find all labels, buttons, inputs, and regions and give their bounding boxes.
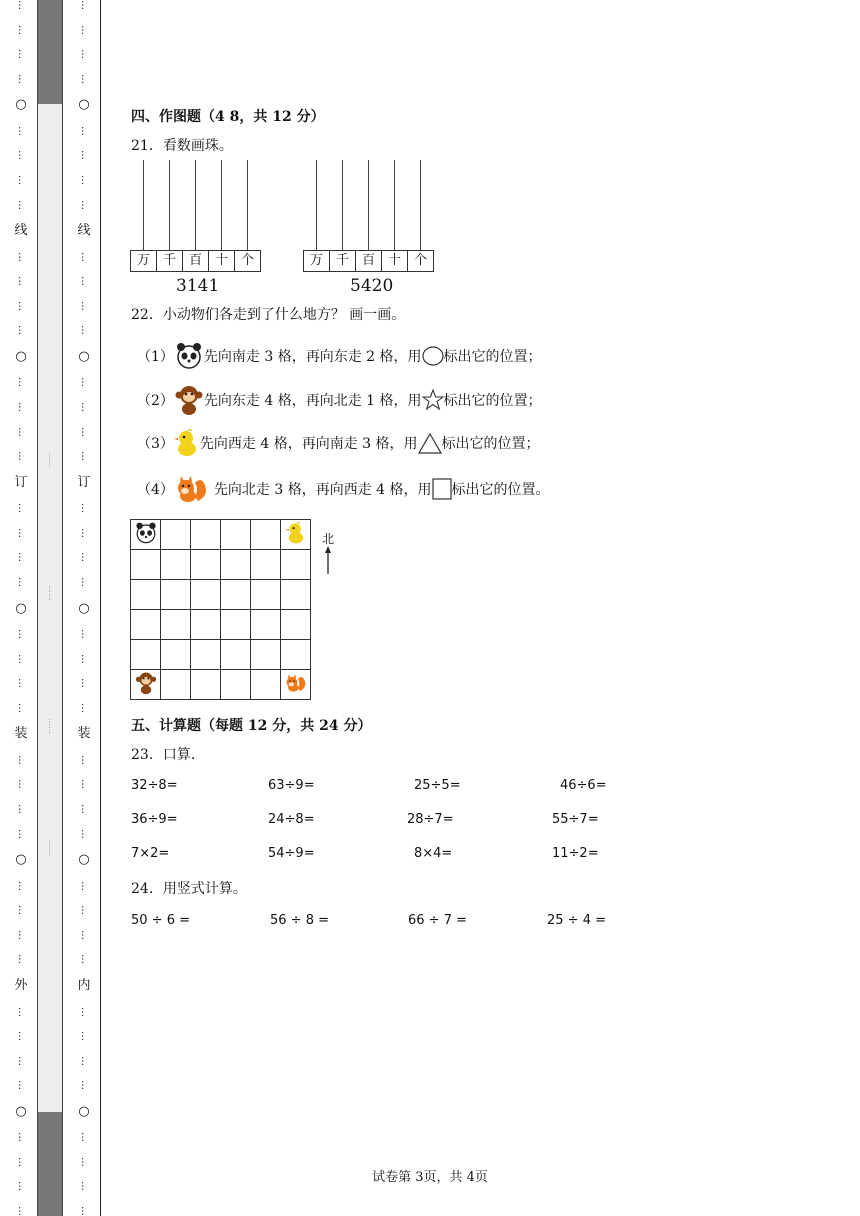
margin-dots: … bbox=[79, 629, 90, 640]
chick-icon bbox=[284, 521, 308, 545]
margin-dots: … bbox=[79, 552, 90, 563]
margin-dots: … bbox=[79, 402, 90, 412]
grid-cell bbox=[221, 550, 251, 580]
grid-cell bbox=[191, 610, 221, 640]
grid-cell bbox=[281, 670, 311, 700]
vertical-calc: 66 ÷ 7 = bbox=[408, 913, 467, 928]
grid-cell bbox=[131, 520, 161, 550]
margin-circle: ○ bbox=[78, 1103, 90, 1119]
place-label: 千 bbox=[330, 251, 356, 271]
margin-dots: … bbox=[16, 1006, 27, 1017]
margin-dots: … bbox=[16, 276, 27, 287]
grid-cell bbox=[191, 640, 221, 670]
margin-dots: … bbox=[79, 451, 90, 462]
margin-dots: … bbox=[16, 1181, 27, 1192]
grid-row bbox=[131, 580, 311, 610]
q22-item-3 bbox=[137, 428, 540, 458]
margin-dots: … bbox=[79, 174, 90, 185]
grid-cell bbox=[221, 610, 251, 640]
abacus-rod bbox=[195, 160, 196, 251]
margin-dots: … bbox=[79, 702, 90, 713]
place-label: 个 bbox=[413, 253, 427, 268]
margin-dots: … bbox=[79, 276, 90, 287]
inner-dotted-column bbox=[77, 0, 91, 1216]
abacus-rod bbox=[342, 160, 343, 251]
q22-item-1 bbox=[137, 341, 542, 371]
grid-row bbox=[131, 550, 311, 580]
margin-dots: … bbox=[16, 880, 27, 891]
abacus-rod bbox=[169, 160, 170, 251]
margin-dots: … bbox=[16, 1080, 27, 1091]
vertical-calc: 56 ÷ 8 = bbox=[270, 913, 329, 928]
grid-cell bbox=[281, 640, 311, 670]
grid-cell bbox=[191, 550, 221, 580]
margin-circle: ○ bbox=[15, 852, 27, 868]
q22-prompt: 22．小动物们各走到了什么地方？ 画一画。 bbox=[131, 307, 406, 323]
oral-calc: 32÷8= bbox=[131, 778, 178, 793]
place-label: 十 bbox=[209, 251, 235, 271]
margin-dots: … bbox=[16, 125, 27, 136]
oral-calc: 63÷9= bbox=[268, 778, 315, 793]
grid-cell bbox=[251, 610, 281, 640]
margin-dots: … bbox=[16, 779, 27, 790]
grid-cell bbox=[281, 550, 311, 580]
margin-dots: … bbox=[16, 1132, 27, 1143]
grid-cell bbox=[251, 520, 281, 550]
oral-calc: 8×4= bbox=[414, 846, 453, 861]
margin-dots: … bbox=[79, 804, 90, 814]
margin-dots: … bbox=[79, 426, 90, 437]
margin-dots: … bbox=[16, 954, 27, 965]
panda-icon bbox=[174, 341, 204, 371]
margin-dots: … bbox=[79, 653, 90, 664]
page-footer: 试卷第 3页，共 4页 bbox=[372, 1170, 488, 1185]
margin-dots: … bbox=[79, 377, 90, 388]
margin-dots: … bbox=[79, 905, 90, 916]
margin-dots: … bbox=[16, 527, 27, 538]
margin-dots: … bbox=[16, 24, 27, 35]
margin-dots: … bbox=[16, 503, 27, 514]
margin-label: 外 bbox=[14, 977, 28, 993]
margin-dots: … bbox=[79, 828, 90, 839]
margin-dots: … bbox=[16, 804, 27, 814]
margin-dots: … bbox=[16, 678, 27, 689]
grid-cell bbox=[131, 610, 161, 640]
grid-cell bbox=[131, 670, 161, 700]
oral-calc: 28÷7= bbox=[407, 812, 454, 827]
grid-row bbox=[131, 640, 311, 670]
grid-cell bbox=[161, 610, 191, 640]
grid-cell bbox=[131, 550, 161, 580]
strip-hint: …… bbox=[47, 840, 56, 856]
place-label: 十 bbox=[382, 251, 408, 271]
margin-dots: … bbox=[79, 251, 90, 262]
abacus-rod bbox=[247, 160, 248, 251]
monkey-icon bbox=[174, 384, 204, 416]
abacus-rod bbox=[420, 160, 421, 251]
margin-dots: … bbox=[16, 325, 27, 336]
margin-circle: ○ bbox=[78, 348, 90, 364]
oral-calc: 36÷9= bbox=[131, 812, 178, 827]
margin-dots: … bbox=[16, 653, 27, 664]
abacus-number: 5420 bbox=[350, 276, 394, 296]
margin-dots: … bbox=[16, 73, 27, 84]
strip-dark-bottom bbox=[38, 1112, 62, 1216]
grid-cell bbox=[251, 640, 281, 670]
oral-calc: 11÷2= bbox=[552, 846, 599, 861]
north-arrow-icon bbox=[323, 546, 333, 574]
margin-dots: … bbox=[16, 402, 27, 412]
item-text: 先向北走 3 格，再向西走 4 格，用 bbox=[213, 482, 432, 498]
oral-calc: 25÷5= bbox=[414, 778, 461, 793]
grid-cell bbox=[251, 670, 281, 700]
oral-calc: 54÷9= bbox=[268, 846, 315, 861]
chick-icon bbox=[174, 428, 200, 458]
abacus-number: 3141 bbox=[176, 276, 220, 296]
abacus-rod bbox=[221, 160, 222, 251]
grid-cell bbox=[161, 640, 191, 670]
grid-cell bbox=[281, 520, 311, 550]
margin-circle: ○ bbox=[15, 97, 27, 113]
squirrel-icon bbox=[284, 671, 308, 695]
q22-item-2 bbox=[137, 384, 542, 416]
item-tail: 标出它的位置。 bbox=[451, 482, 550, 498]
star-icon bbox=[422, 389, 444, 411]
margin-dots: … bbox=[79, 73, 90, 84]
margin-dots: … bbox=[79, 779, 90, 790]
place-label: 百 bbox=[183, 251, 209, 271]
margin-dots: … bbox=[16, 174, 27, 185]
abacus-place-row bbox=[303, 250, 434, 272]
grid-row bbox=[131, 610, 311, 640]
margin-circle: ○ bbox=[78, 97, 90, 113]
vertical-calc: 25 ÷ 4 = bbox=[547, 913, 606, 928]
margin-dots: … bbox=[16, 1206, 27, 1216]
q23-prompt: 23．口算. bbox=[131, 747, 196, 763]
q21-prompt: 21．看数画珠。 bbox=[131, 138, 233, 154]
margin-dots: … bbox=[79, 300, 90, 311]
grid-cell bbox=[281, 610, 311, 640]
place-label: 万 bbox=[131, 251, 157, 271]
margin-dots: … bbox=[79, 1181, 90, 1192]
item-text: 先向南走 3 格，再向东走 2 格，用 bbox=[203, 349, 422, 365]
grid-cell bbox=[161, 520, 191, 550]
margin-dots: … bbox=[16, 629, 27, 640]
q22-item-4 bbox=[137, 474, 550, 504]
margin-dots: … bbox=[79, 150, 90, 161]
margin-dots: … bbox=[16, 451, 27, 462]
margin-dots: … bbox=[79, 1206, 90, 1216]
item-text: 先向东走 4 格，再向北走 1 格，用 bbox=[203, 393, 422, 409]
margin-circle: ○ bbox=[78, 852, 90, 868]
margin-dots: … bbox=[79, 929, 90, 940]
place-label: 个 bbox=[240, 253, 254, 268]
margin-dots: … bbox=[79, 678, 90, 689]
margin-dots: … bbox=[79, 954, 90, 965]
squirrel-icon bbox=[174, 474, 210, 504]
section5-title: 五、计算题（每题 12 分，共 24 分） bbox=[131, 718, 372, 734]
margin-circle: ○ bbox=[15, 348, 27, 364]
q24-prompt: 24．用竖式计算。 bbox=[131, 881, 247, 897]
place-label: 千 bbox=[157, 251, 183, 271]
margin-circle: ○ bbox=[15, 1103, 27, 1119]
strip-hint: …… bbox=[47, 585, 56, 601]
oral-calc: 55÷7= bbox=[552, 812, 599, 827]
oral-calc: 46÷6= bbox=[560, 778, 607, 793]
abacus-rod bbox=[394, 160, 395, 251]
margin-dots: … bbox=[79, 0, 90, 10]
abacus-place-row bbox=[130, 250, 261, 272]
margin-dots: … bbox=[79, 199, 90, 210]
margin-circle: ○ bbox=[15, 600, 27, 616]
margin-dots: … bbox=[79, 503, 90, 514]
margin-dots: … bbox=[16, 702, 27, 713]
place-label: 万 bbox=[304, 251, 330, 271]
vertical-calc: 50 ÷ 6 = bbox=[131, 913, 190, 928]
direction-grid bbox=[130, 519, 311, 700]
margin-dots: … bbox=[16, 1156, 27, 1167]
oral-calc: 7×2= bbox=[131, 846, 170, 861]
margin-dots: … bbox=[16, 0, 27, 10]
grid-cell bbox=[131, 580, 161, 610]
margin-dots: … bbox=[16, 754, 27, 765]
margin-dots: … bbox=[79, 576, 90, 587]
margin-strip bbox=[37, 0, 63, 1216]
margin-label: 订 bbox=[14, 474, 28, 490]
grid-cell bbox=[221, 670, 251, 700]
margin-label: 装 bbox=[14, 726, 28, 742]
grid-row bbox=[131, 520, 311, 550]
item-number: （1） bbox=[137, 349, 174, 365]
margin-dots: … bbox=[16, 552, 27, 563]
square-icon bbox=[432, 478, 452, 500]
margin-dots: … bbox=[79, 527, 90, 538]
section4-title: 四、作图题（4 8，共 12 分） bbox=[131, 109, 325, 125]
strip-dark-top bbox=[38, 0, 62, 104]
item-number: （3） bbox=[137, 436, 174, 452]
place-label: 百 bbox=[356, 251, 382, 271]
margin-dots: … bbox=[79, 24, 90, 35]
margin-dots: … bbox=[16, 1055, 27, 1066]
margin-circle: ○ bbox=[78, 600, 90, 616]
circle-icon bbox=[422, 345, 444, 367]
monkey-icon bbox=[134, 671, 158, 695]
margin-dots: … bbox=[79, 1031, 90, 1042]
margin-dots: … bbox=[79, 1080, 90, 1091]
margin-label: 内 bbox=[77, 977, 91, 993]
margin-dots: … bbox=[79, 1055, 90, 1066]
margin-dots: … bbox=[16, 929, 27, 940]
margin-dots: … bbox=[79, 49, 90, 60]
grid-cell bbox=[221, 640, 251, 670]
panda-icon bbox=[134, 521, 158, 545]
grid-cell bbox=[251, 550, 281, 580]
margin-dots: … bbox=[16, 426, 27, 437]
grid-cell bbox=[131, 640, 161, 670]
margin-label: 线 bbox=[14, 223, 28, 239]
margin-dots: … bbox=[16, 828, 27, 839]
abacus-rod bbox=[368, 160, 369, 251]
margin-dots: … bbox=[79, 880, 90, 891]
margin-label: 装 bbox=[77, 726, 91, 742]
grid-cell bbox=[281, 580, 311, 610]
strip-hint: …… bbox=[47, 718, 56, 734]
item-number: （4） bbox=[137, 482, 174, 498]
margin-dots: … bbox=[16, 49, 27, 60]
margin-dots: … bbox=[79, 125, 90, 136]
oral-calc: 24÷8= bbox=[268, 812, 315, 827]
margin-label: 订 bbox=[77, 474, 91, 490]
margin-dots: … bbox=[79, 325, 90, 336]
grid-cell bbox=[161, 550, 191, 580]
margin-dots: … bbox=[16, 1031, 27, 1042]
item-tail: 标出它的位置； bbox=[441, 436, 540, 452]
abacus-rod bbox=[143, 160, 144, 251]
triangle-icon bbox=[418, 432, 442, 454]
margin-dots: … bbox=[16, 377, 27, 388]
margin-dots: … bbox=[16, 905, 27, 916]
margin-dots: … bbox=[16, 150, 27, 161]
grid-cell bbox=[161, 670, 191, 700]
binding-line bbox=[100, 0, 101, 1216]
item-tail: 标出它的位置； bbox=[443, 349, 542, 365]
margin-dots: … bbox=[79, 1006, 90, 1017]
margin-dots: … bbox=[16, 576, 27, 587]
item-tail: 标出它的位置； bbox=[443, 393, 542, 409]
margin-dots: … bbox=[16, 251, 27, 262]
margin-dots: … bbox=[79, 1132, 90, 1143]
margin-dots: … bbox=[79, 754, 90, 765]
grid-cell bbox=[191, 580, 221, 610]
north-label: 北 bbox=[322, 532, 335, 546]
grid-cell bbox=[221, 520, 251, 550]
grid-row bbox=[131, 670, 311, 700]
strip-hint: …… bbox=[47, 452, 56, 468]
item-number: （2） bbox=[137, 393, 174, 409]
abacus-rod bbox=[316, 160, 317, 251]
margin-dots: … bbox=[16, 300, 27, 311]
margin-label: 线 bbox=[77, 223, 91, 239]
grid-cell bbox=[251, 580, 281, 610]
grid-cell bbox=[191, 520, 221, 550]
outer-dotted-column bbox=[14, 0, 28, 1216]
grid-cell bbox=[161, 580, 191, 610]
grid-cell bbox=[221, 580, 251, 610]
item-text: 先向西走 4 格，再向南走 3 格，用 bbox=[199, 436, 418, 452]
margin-dots: … bbox=[79, 1156, 90, 1167]
margin-dots: … bbox=[16, 199, 27, 210]
grid-cell bbox=[191, 670, 221, 700]
